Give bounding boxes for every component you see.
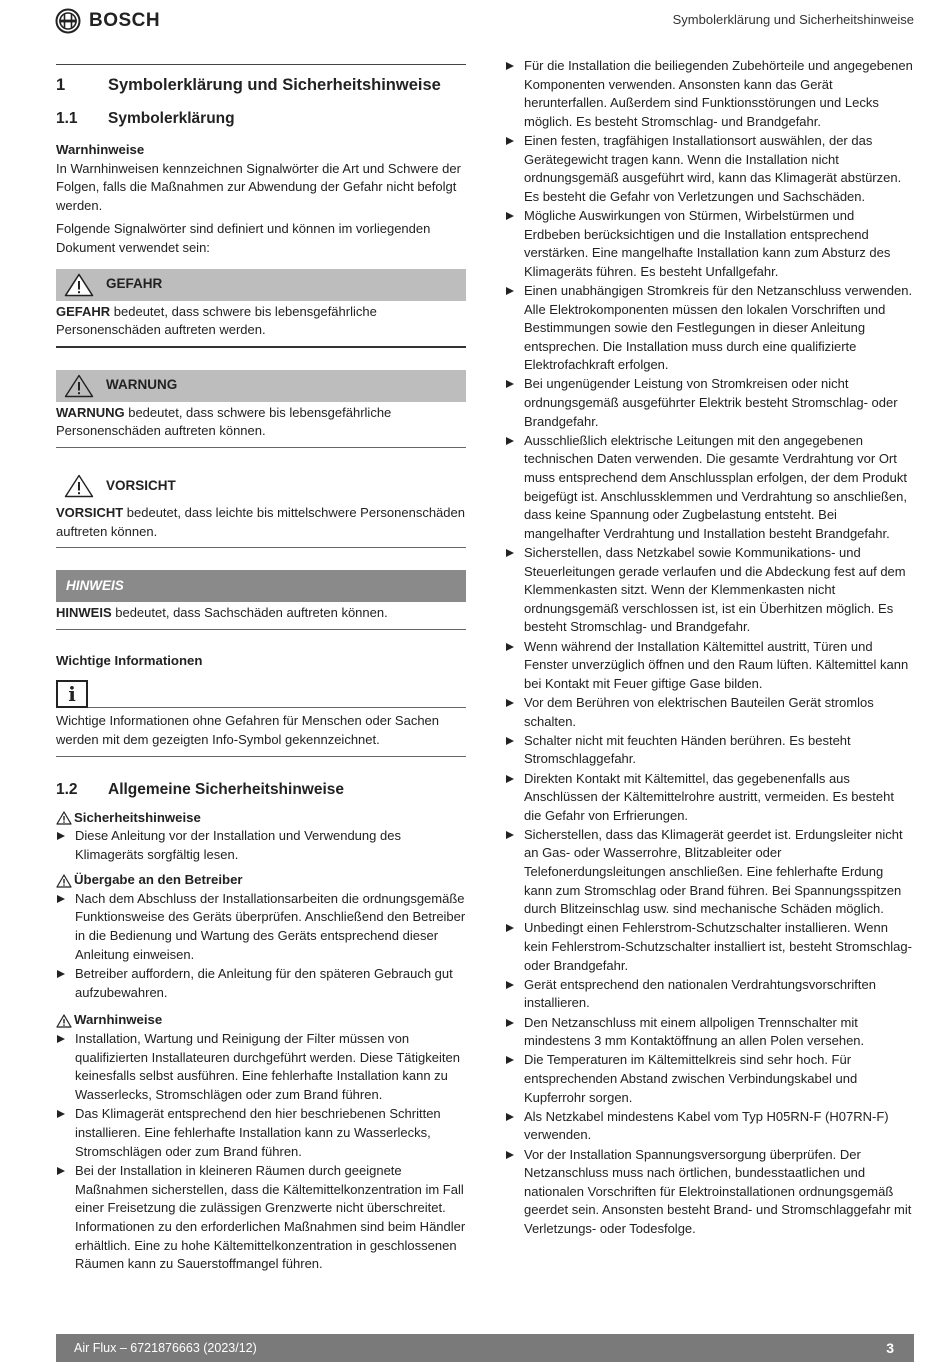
notice-vorsicht-bar (56, 470, 466, 502)
sicherheitshinweise-list (56, 827, 466, 864)
notice-warnung (56, 370, 466, 448)
sicherheitshinweise-heading: Sicherheitshinweise (56, 809, 466, 828)
list-item: Ausschließlich elektrische Leitungen mit den angegebenen technischen Daten verwenden. Die gesamte Verdrahtung vor Ort muss entsprechend dem Anschlussplan erfolgen, der dem Produkt beigefügt ist. Anschlussklemmen und Verdrahtung so anschließen, dass keine Spannung oder Zugbelastung entsteht. Bei mangelhafter Verdrahtung und Installation besteht Brandgefahr. (505, 432, 913, 544)
warning-triangle-icon (64, 474, 94, 498)
notice-hinweis-bar (56, 570, 466, 602)
info-icon: i (56, 680, 88, 708)
list-item: Für die Installation die beiliegenden Zubehörteile und angegebenen Komponenten verwenden. Ansonsten kann das Gerät herunterfallen. Außerdem sind Funktionsstörungen und Lecks möglich. Es besteht Stromschlag- und Brandgefahr. (505, 57, 913, 131)
notice-hinweis-label: HINWEIS (66, 577, 124, 593)
bosch-logo (55, 8, 160, 34)
list-item: Gerät entsprechend den nationalen Verdrahtungsvorschriften installieren. (505, 976, 913, 1013)
notice-vorsicht-text: VORSICHT bedeutet, dass leichte bis mittelschwere Personenschäden auftreten können. (56, 502, 466, 548)
warnhinweise-paragraph-2: Folgende Signalwörter sind definiert und können im vorliegenden Dokument verwendet sein: (56, 221, 431, 255)
list-item: Direkten Kontakt mit Kältemittel, das gegebenenfalls aus Anschlüssen der Kältemittelrohre austritt, vermeiden. Es besteht die Gefahr von Erfrierungen. (505, 770, 913, 826)
warning-triangle-icon (56, 1014, 72, 1028)
brand-name: BOSCH (89, 9, 161, 31)
list-item: Schalter nicht mit feuchten Händen berühren. Es besteht Stromschlaggefahr. (505, 732, 913, 769)
notice-hinweis (56, 570, 466, 630)
notice-gefahr-text: GEFAHR bedeutet, dass schwere bis lebensgefährliche Personenschäden auftreten werden. (56, 301, 466, 348)
list-item: Diese Anleitung vor der Installation und Verwendung des Klimageräts sorgfältig lesen. (56, 827, 466, 864)
list-item: Betreiber auffordern, die Anleitung für den späteren Gebrauch gut aufzubewahren. (56, 965, 466, 1002)
uebergabe-list (56, 890, 466, 1003)
list-item: Vor dem Berühren von elektrischen Bauteilen Gerät stromlos schalten. (505, 694, 913, 731)
notice-warnung-text: WARNUNG bedeutet, dass schwere bis lebensgefährliche Personenschäden auftreten können. (56, 402, 466, 448)
right-safety-list (505, 57, 913, 1239)
list-item: Bei ungenügender Leistung von Stromkreisen oder nicht ordnungsgemäß ausgeführter Elektrik besteht Stromschlag- oder Brandgefahr. (505, 375, 913, 431)
notice-vorsicht-label: VORSICHT (106, 477, 176, 493)
footer-document-id: Air Flux – 6721876663 (2023/12) (74, 1340, 257, 1355)
warnhinweise-2-heading: Warnhinweise (56, 1011, 466, 1030)
section-1-heading: 1 Symbolerklärung und Sicherheitshinweise (56, 64, 466, 96)
list-item: Bei der Installation in kleineren Räumen durch geeignete Maßnahmen sicherstellen, dass die Kältemittelkonzentration im Fall einer Freisetzung die zulässigen Grenzwerte nicht überschreitet. Informationen zu den erforderlichen Maßnahmen sind beim Händler erhältlich. Eine zu hohe Kältemittelkonzentration in geschlossenen Räumen kann zu Sauerstoffmangel führen. (56, 1162, 466, 1274)
wichtige-informationen-heading: Wichtige Informationen (56, 652, 203, 668)
list-item: Vor der Installation Spannungsversorgung überprüfen. Der Netzanschluss muss nach örtlichen, bundesstaatlichen und nationalen Vorschriften für Elektroinstallationen ordnungsgemäß geerdet sein. Ansonsten besteht Brand- und Stromschlaggefahr mit Verletzungs- oder Todesfolge. (505, 1146, 913, 1239)
list-item: Einen festen, tragfähigen Installationsort auswählen, der das Gerätegewicht tragen kann. Wenn die Installation nicht ordnungsgemäß ausgeführt wird, kann das Klimagerät abstürzen. Es besteht die Gefahr von Verletzungen und Sachschäden. (505, 132, 913, 206)
list-item: Sicherstellen, dass Netzkabel sowie Kommunikations- und Steuerleitungen gerade verlaufen und die Abdeckung fest auf dem Klemmenkasten sitzt. Wenn der Klemmenkasten nicht ordnungsgemäß verschlossen ist, ist ein Überhitzen möglich. Es besteht Stromschlag- und Brandgefahr. (505, 544, 913, 637)
list-item: Unbedingt einen Fehlerstrom-Schutzschalter installieren. Wenn kein Fehlerstrom-Schutzschalter installiert ist, besteht Stromschlag- oder Brandgefahr. (505, 919, 913, 975)
section-1-1-heading: 1.1 Symbolerklärung (56, 110, 235, 127)
page-header: Symbolerklärung und Sicherheitshinweise (672, 12, 914, 27)
warning-triangle-icon (64, 374, 94, 398)
page-number: 3 (886, 1339, 894, 1356)
info-box (56, 680, 466, 756)
list-item: Sicherstellen, dass das Klimagerät geerdet ist. Erdungsleiter nicht an Gas- oder Wasserrohre, Blitzableiter oder Telefonerdungsleitungen anschließen. Eine fehlerhafte Erdung kann zum Stromschlag oder Brand führen. Bei Spannungsspitzen durch Blitzeinschlag usw. sind mechanische Schäden möglich. (505, 826, 913, 919)
notice-gefahr (56, 269, 466, 348)
warnhinweise-2-list (56, 1030, 466, 1274)
list-item: Einen unabhängigen Stromkreis für den Netzanschluss verwenden. Alle Elektrokomponenten müssen den lokalen Vorschriften und Bestimmungen sowie den Festlegungen in dieser Anleitung entsprechen. Die Installation muss durch eine qualifizierte Elektrofachkraft erfolgen. (505, 282, 913, 375)
notice-vorsicht (56, 470, 466, 548)
notice-gefahr-bar (56, 269, 466, 301)
page-footer (56, 1334, 914, 1362)
list-item: Das Klimagerät entsprechend den hier beschriebenen Schritten installieren. Eine fehlerhafte Installation kann zu Wasserlecks, Stromschlägen oder zum Brand führen. (56, 1105, 466, 1161)
warning-triangle-icon (56, 874, 72, 888)
notice-gefahr-label: GEFAHR (106, 276, 163, 292)
section-1-2-heading: 1.2 Allgemeine Sicherheitshinweise (56, 780, 345, 798)
right-column (505, 57, 913, 1239)
bosch-armature-icon (55, 8, 81, 34)
list-item: Mögliche Auswirkungen von Stürmen, Wirbelstürmen und Erdbeben berücksichtigen und die Installation entsprechend verstärken. Eine mangelhafte Installation kann zum Absturz des Klimageräts führen. Es besteht Unfallgefahr. (505, 207, 913, 281)
warnhinweise-paragraph-1: In Warnhinweisen kennzeichnen Signalwörter die Art und Schwere der Folgen, falls die Maßnahmen zur Abwendung der Gefahr nicht befolgt werden. (56, 160, 461, 213)
notice-warnung-bar (56, 370, 466, 402)
uebergabe-heading: Übergabe an den Betreiber (56, 871, 466, 890)
list-item: Wenn während der Installation Kältemittel austritt, Türen und Fenster unverzüglich öffnen und den Raum lüften. Kältemittel kann bei Kontakt mit Feuer giftige Gase bilden. (505, 638, 913, 694)
notice-warnung-label: WARNUNG (106, 377, 178, 393)
list-item: Als Netzkabel mindestens Kabel vom Typ H05RN-F (H07RN-F) verwenden. (505, 1108, 913, 1145)
list-item: Nach dem Abschluss der Installationsarbeiten die ordnungsgemäße Funktionsweise des Geräts überprüfen. Anschließend den Betreiber in die Bedienung und Wartung des Geräts entsprechend dieser Anleitung einweisen. (56, 890, 466, 964)
warning-triangle-icon (64, 273, 94, 297)
info-text: Wichtige Informationen ohne Gefahren für Menschen oder Sachen werden mit dem gezeigten Info-Symbol gekennzeichnet. (56, 708, 466, 756)
notice-hinweis-text: HINWEIS bedeutet, dass Sachschäden auftreten können. (56, 602, 466, 630)
list-item: Den Netzanschluss mit einem allpoligen Trennschalter mit mindestens 3 mm Kontaktöffnung an allen Polen versehen. (505, 1014, 913, 1051)
warnhinweise-heading: Warnhinweise (56, 142, 145, 157)
warning-triangle-icon (56, 811, 72, 825)
list-item: Installation, Wartung und Reinigung der Filter müssen von qualifizierten Installateuren durchgeführt werden. Diese Tätigkeiten keinesfalls selbst ausführen. Eine fehlerhafte Installation kann zu Wasserlecks, Stromschlägen oder zum Brand führen. (56, 1030, 466, 1104)
left-column (56, 56, 466, 1275)
list-item: Die Temperaturen im Kältemittelkreis sind sehr hoch. Für entsprechenden Abstand zwischen Verbindungskabel und Kupferrohr sorgen. (505, 1051, 913, 1107)
info-divider (88, 707, 466, 708)
